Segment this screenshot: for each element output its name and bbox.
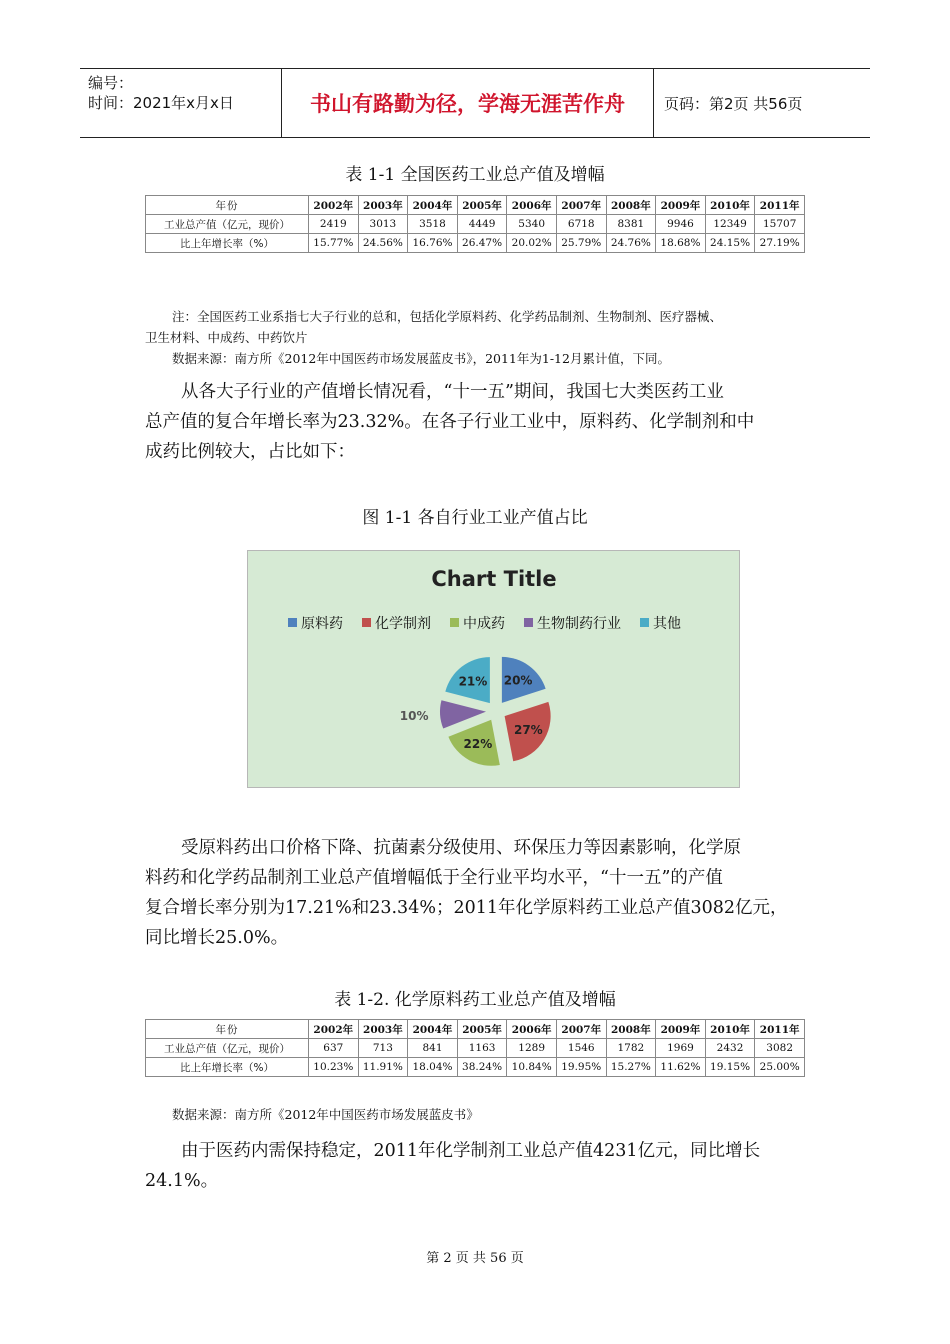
- table-cell: 1163: [457, 1039, 507, 1058]
- note-line: 注：全国医药工业系指七大子行业的总和，包括化学原料药、化学药品制剂、生物制剂、医疗器械、: [172, 309, 723, 324]
- table-row: [146, 1058, 805, 1077]
- paragraph-line: 24.1%。: [145, 1171, 219, 1191]
- paragraph-line: 成药比例较大，占比如下：: [145, 442, 355, 462]
- table-header-cell: 2004年: [408, 196, 458, 215]
- table-header-cell: 2006年: [507, 196, 557, 215]
- legend-item: [524, 615, 621, 632]
- source-note: 数据来源：南方所《2012年中国医药市场发展蓝皮书》，2011年为1-12月累计值，下同。: [172, 351, 670, 366]
- table-cell: 26.47%: [457, 234, 507, 253]
- table-cell: 12349: [705, 215, 755, 234]
- table-cell: 637: [309, 1039, 359, 1058]
- page-footer: 第 2 页 共 56 页: [426, 1251, 524, 1266]
- table-cell: 2432: [705, 1039, 755, 1058]
- paragraph-line: 料药和化学药品制剂工业总产值增幅低于全行业平均水平，“十一五”的产值: [145, 868, 723, 888]
- table-header-cell: 2011年: [755, 1020, 805, 1039]
- header-page-number: 页码：第2页 共56页: [664, 94, 803, 113]
- legend-swatch: [640, 618, 649, 627]
- legend-label: 原料药: [301, 616, 343, 632]
- note-line: 卫生材料、中成药、中药饮片: [145, 330, 308, 345]
- legend-item: [640, 616, 681, 632]
- table-header-cell: 2003年: [358, 196, 408, 215]
- table-cell: 27.19%: [755, 234, 805, 253]
- source-note: 数据来源：南方所《2012年中国医药市场发展蓝皮书》: [172, 1107, 479, 1122]
- table-cell: 38.24%: [457, 1058, 507, 1077]
- table-cell: 9946: [656, 215, 706, 234]
- table-header-row: [146, 196, 805, 215]
- table-cell: 15.27%: [606, 1058, 656, 1077]
- paragraph-line: 由于医药内需保持稳定，2011年化学制剂工业总产值4231亿元，同比增长: [181, 1141, 761, 1161]
- table-row-label: 工业总产值（亿元，现价）: [146, 215, 309, 234]
- table-header-year: 年份: [146, 196, 309, 215]
- table-cell: 24.76%: [606, 234, 656, 253]
- table-header-cell: 2005年: [457, 196, 507, 215]
- table-cell: 6718: [556, 215, 606, 234]
- table-header-cell: 2010年: [705, 196, 755, 215]
- table-header-cell: 2002年: [309, 1020, 359, 1039]
- table-cell: 24.15%: [705, 234, 755, 253]
- table-cell: 20.02%: [507, 234, 557, 253]
- table-cell: 1782: [606, 1039, 656, 1058]
- table-row-label: 比上年增长率（%）: [146, 234, 309, 253]
- table-2: [145, 1019, 805, 1077]
- table-header-cell: 2010年: [705, 1020, 755, 1039]
- slice-label: 27%: [513, 723, 543, 738]
- table1-caption: 表 1-1 全国医药工业总产值及增幅: [345, 165, 605, 185]
- legend-label: 化学制剂: [375, 616, 431, 632]
- table-header-row: [146, 1020, 805, 1039]
- table-cell: 15707: [755, 215, 805, 234]
- header-motto: 书山有路勤为径，学海无涯苦作舟: [282, 69, 654, 137]
- table-cell: 11.91%: [358, 1058, 408, 1077]
- table-row-label: 工业总产值（亿元，现价）: [146, 1039, 309, 1058]
- legend-item: [288, 616, 343, 632]
- table-row-label: 比上年增长率（%）: [146, 1058, 309, 1077]
- legend-item: [450, 615, 505, 632]
- legend-item: [362, 616, 431, 632]
- table-cell: 1969: [656, 1039, 706, 1058]
- table-cell: 18.04%: [408, 1058, 458, 1077]
- pie-chart: [247, 550, 740, 788]
- document-time: 时间：2021年x月x日: [88, 94, 234, 112]
- table-cell: 10.84%: [507, 1058, 557, 1077]
- pie-slice: [440, 700, 486, 728]
- table-header-cell: 2007年: [556, 1020, 606, 1039]
- paragraph-2: [145, 833, 815, 953]
- paragraph-1: [145, 377, 815, 467]
- table-cell: 18.68%: [656, 234, 706, 253]
- slice-label: 22%: [463, 736, 493, 751]
- table-cell: 11.62%: [656, 1058, 706, 1077]
- table-cell: 1546: [556, 1039, 606, 1058]
- table-row: [146, 1039, 805, 1058]
- table-header-cell: 2005年: [457, 1020, 507, 1039]
- note-1: [145, 306, 815, 369]
- table-header-cell: 2007年: [556, 196, 606, 215]
- paragraph-line: 受原料药出口价格下降、抗菌素分级使用、环保压力等因素影响，化学原: [181, 838, 741, 858]
- table-cell: 25.00%: [755, 1058, 805, 1077]
- legend-swatch: [450, 618, 459, 627]
- table-cell: 15.77%: [309, 234, 359, 253]
- table-cell: 841: [408, 1039, 458, 1058]
- table-header-cell: 2006年: [507, 1020, 557, 1039]
- table-cell: 8381: [606, 215, 656, 234]
- table-cell: 25.79%: [556, 234, 606, 253]
- table-header-cell: 2002年: [309, 196, 359, 215]
- table-cell: 3013: [358, 215, 408, 234]
- table-cell: 3518: [408, 215, 458, 234]
- table-header-cell: 2004年: [408, 1020, 458, 1039]
- table-header-cell: 2008年: [606, 1020, 656, 1039]
- table-cell: 2419: [309, 215, 359, 234]
- chart-title: Chart Title: [431, 567, 557, 591]
- figure1-caption: 图 1-1 各自行业工业产值占比: [362, 508, 588, 528]
- table-cell: 5340: [507, 215, 557, 234]
- table-row: [146, 215, 805, 234]
- table-row: [146, 234, 805, 253]
- table2-caption: 表 1-2. 化学原料药工业总产值及增幅: [334, 990, 616, 1010]
- pie-chart-svg: [248, 551, 741, 789]
- table-1: [145, 195, 805, 253]
- legend-label: 生物制药行业: [537, 616, 621, 632]
- table-header-cell: 2011年: [755, 196, 805, 215]
- slice-label: 10%: [399, 709, 429, 724]
- legend-swatch: [362, 618, 371, 627]
- slice-label: 21%: [458, 674, 488, 689]
- page-header: [80, 68, 870, 138]
- table-header-year: 年份: [146, 1020, 309, 1039]
- table-header-cell: 2003年: [358, 1020, 408, 1039]
- slice-label: 20%: [503, 673, 533, 688]
- paragraph-line: 复合增长率分别为17.21%和23.34%；2011年化学原料药工业总产值3082亿元，: [145, 898, 788, 918]
- table-header-cell: 2009年: [656, 1020, 706, 1039]
- table-cell: 10.23%: [309, 1058, 359, 1077]
- paragraph-line: 总产值的复合年增长率为23.32%。在各子行业工业中，原料药、化学制剂和中: [145, 412, 755, 432]
- table-cell: 713: [358, 1039, 408, 1058]
- paragraph-line: 从各大子行业的产值增长情况看，“十一五”期间，我国七大类医药工业: [181, 382, 724, 402]
- paragraph-3: [145, 1136, 815, 1196]
- paragraph-line: 同比增长25.0%。: [145, 928, 289, 948]
- table-cell: 19.95%: [556, 1058, 606, 1077]
- table-cell: 16.76%: [408, 234, 458, 253]
- legend-label: 中成药: [463, 616, 505, 632]
- table-cell: 24.56%: [358, 234, 408, 253]
- legend-label: 其他: [653, 616, 681, 632]
- legend-swatch: [288, 618, 297, 627]
- table-cell: 1289: [507, 1039, 557, 1058]
- table-header-cell: 2008年: [606, 196, 656, 215]
- header-meta: [80, 69, 282, 137]
- legend-swatch: [524, 618, 533, 627]
- table-cell: 4449: [457, 215, 507, 234]
- note-2: [145, 1104, 815, 1125]
- table-cell: 3082: [755, 1039, 805, 1058]
- document-number: 编号：: [88, 74, 134, 92]
- table-header-cell: 2009年: [656, 196, 706, 215]
- table-cell: 19.15%: [705, 1058, 755, 1077]
